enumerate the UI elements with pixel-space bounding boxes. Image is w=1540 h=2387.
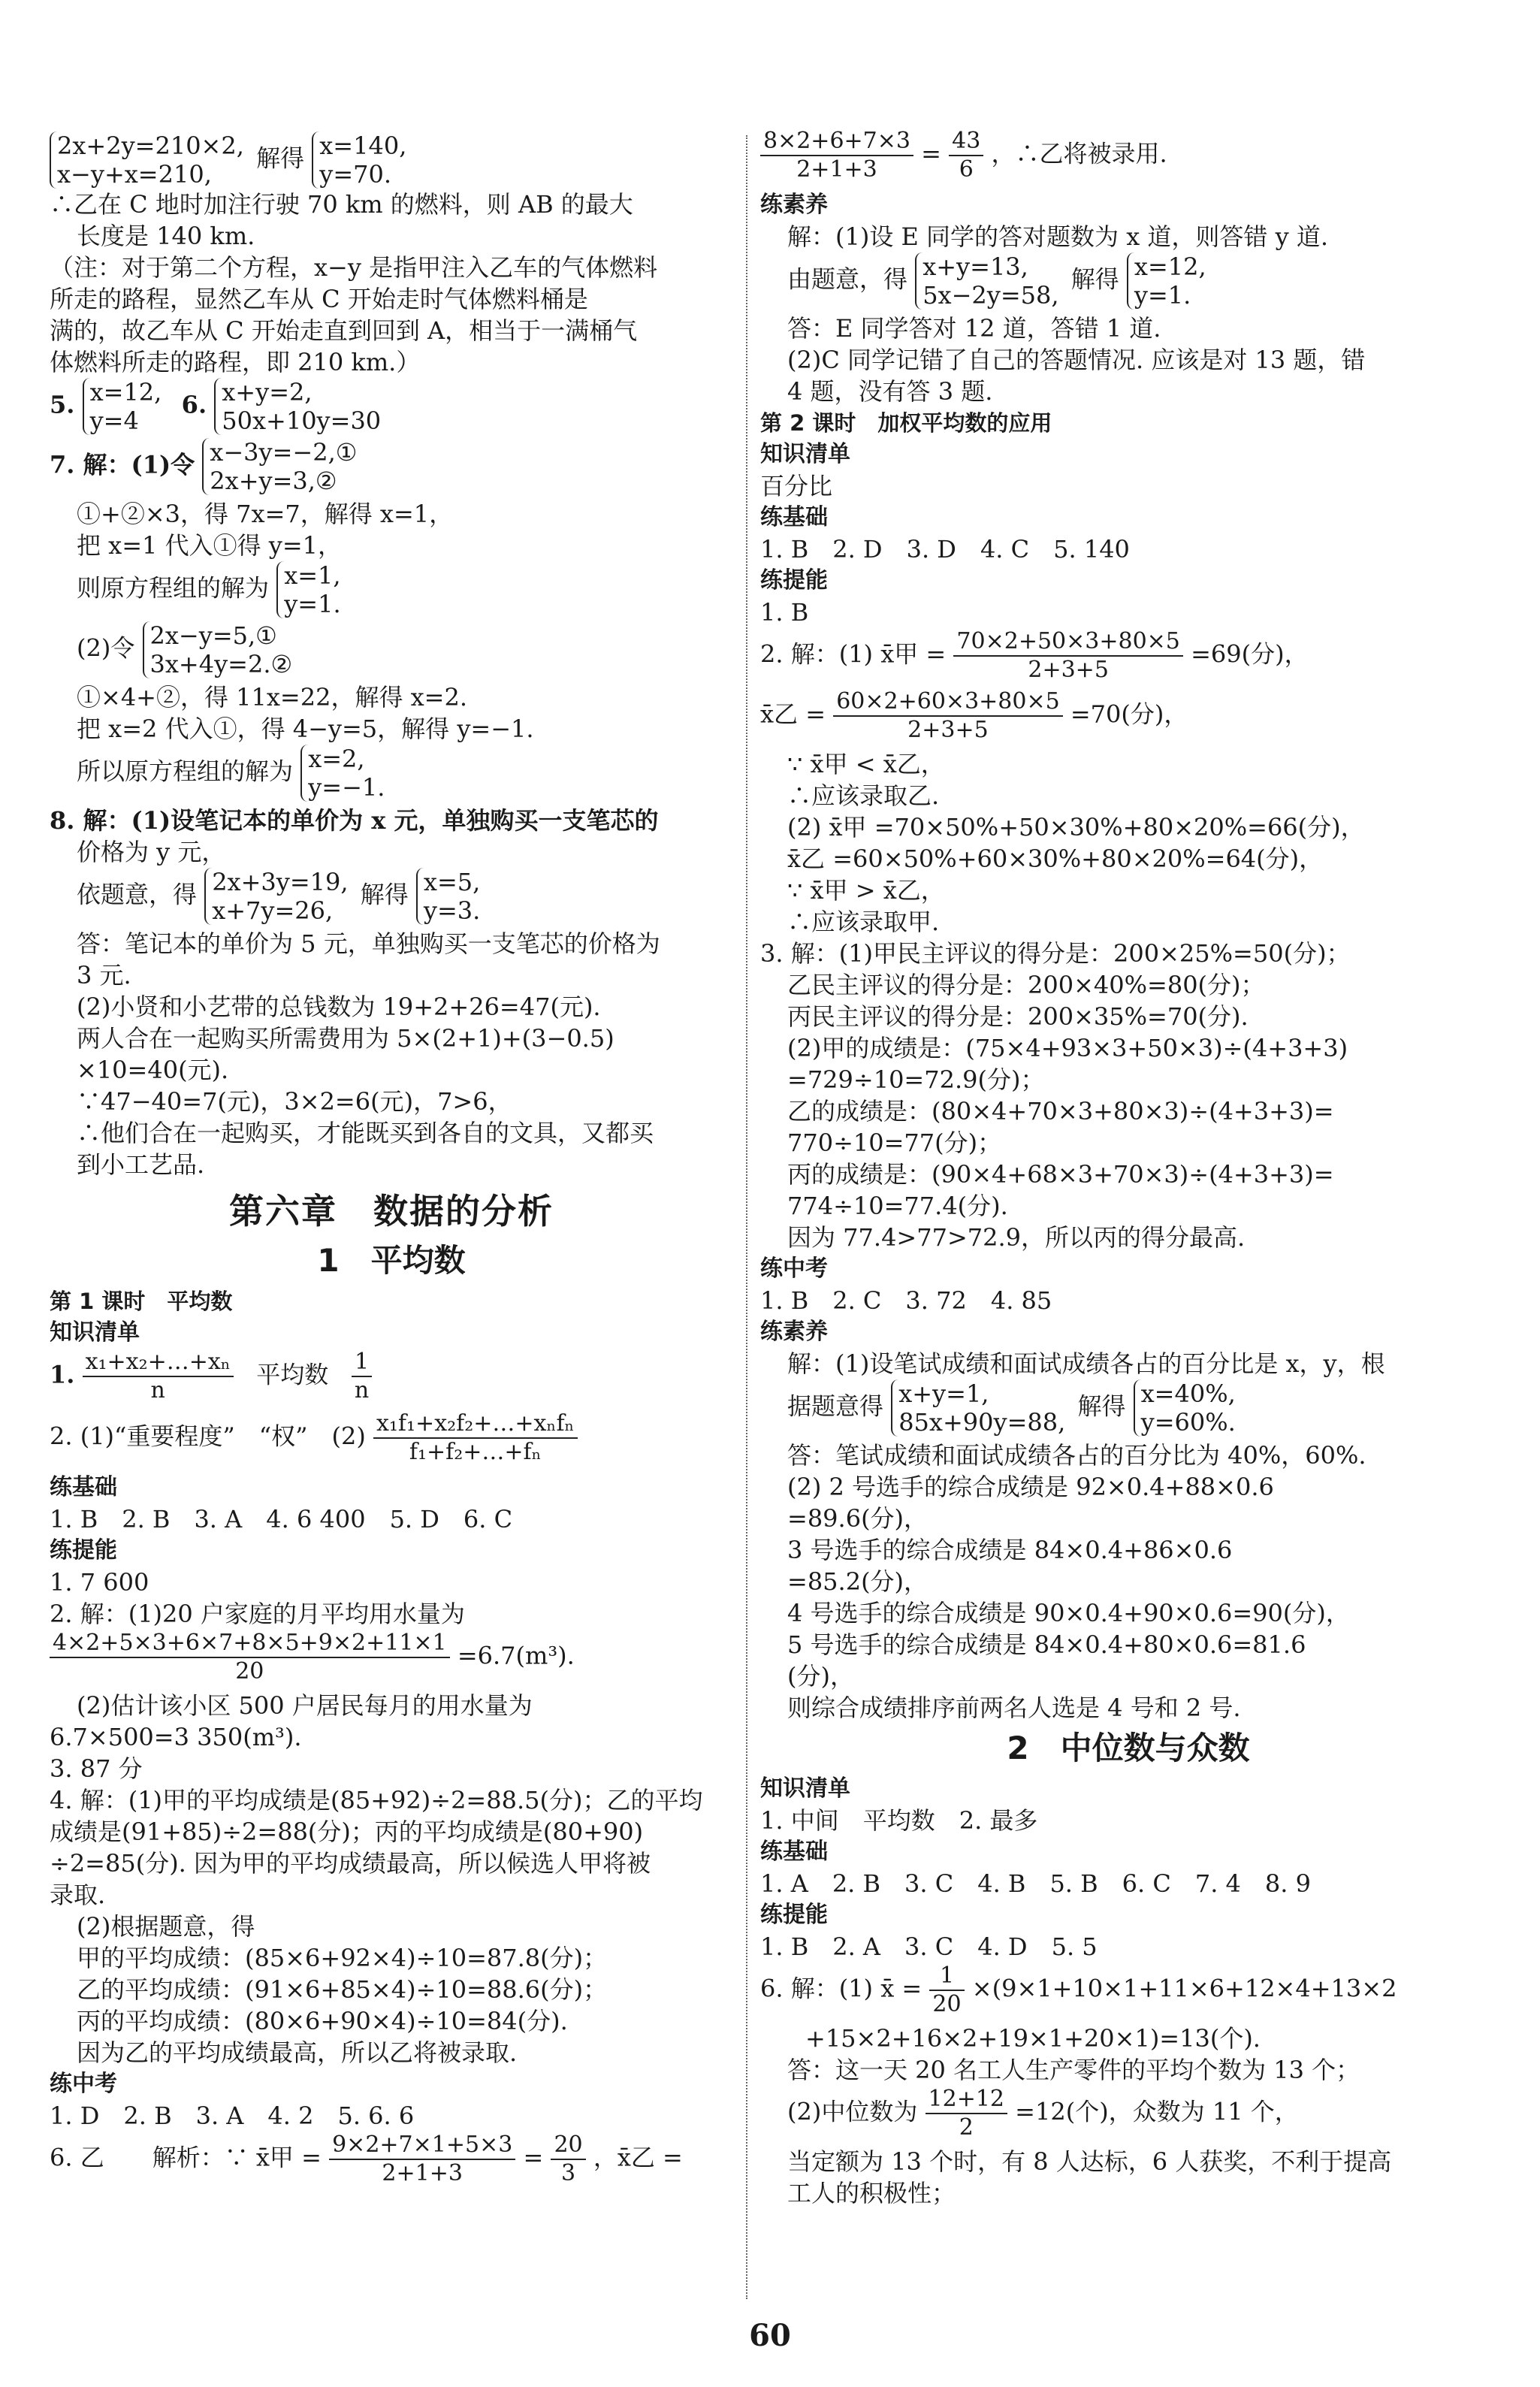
answer-line: 2. 解：(1)20 户家庭的月平均用水量为 [50,1600,465,1628]
answer-line: 1. B [760,598,809,627]
text-line: ∵ x̄甲 < x̄乙， [787,750,945,778]
text-line: ∵ x̄甲 > x̄乙， [787,876,945,905]
knowledge-1: 1. $\frac{\text{x₁+x₂+…+xₙ}}{n}$ 平均数 $\frac{1}{n}$ [50,1349,733,1410]
text-line: ∴乙在 C 地时加注行驶 70 km 的燃料，则 AB 的最大 [50,190,633,219]
fraction: $\frac{70\times 2+50\times 3+80\times 5}{2+3+5}$ [953,628,1182,684]
text-line: ∴应该录取乙. [787,781,940,810]
text-line: 成绩是(91+85)÷2=88(分)；丙的平均成绩是(80+90) [50,1817,644,1846]
text-line: 乙的成绩是：(80×4+70×3+80×3)÷(4+3+3)= [787,1097,1334,1126]
note-line: 所走的路程，显然乙车从 C 开始走时气体燃料桶是 [50,285,588,313]
text-line: 3 号选手的综合成绩是 84×0.4+86×0.6 [787,1536,1233,1564]
equation-system: x+y=2, 50x+10y=30 [214,378,385,435]
text-line: (2) 2 号选手的综合成绩是 92×0.4+88×0.6 [787,1473,1274,1501]
text-line: 3 元. [77,961,131,990]
text-line: =729÷10=72.9(分)； [787,1065,1045,1094]
text-line: 丙的成绩是：(90×4+68×3+70×3)÷(4+3+3)= [787,1160,1334,1189]
equation-system: x+y=1, 85x+90y=88, [891,1379,1070,1437]
fraction: $\frac{1}{n}$ [352,1349,372,1404]
equation-system: 2x+3y=19, x+7y=26, [204,868,352,925]
answers-basic: 1. B 2. D 3. D 4. C 5. 140 [760,535,1130,564]
solution-system: x=1, y=1. [276,561,345,618]
text-line: 长度是 140 km. [77,222,255,250]
text-line: 丙民主评议的得分是：200×35%=70(分). [787,1002,1249,1031]
note-line: 体燃料所走的路程，即 210 km.） [50,348,421,376]
heading-ability-practice: 练提能 [760,1902,828,1928]
fraction: $\frac{\text{x₁f₁+x₂f₂+…+xₙfₙ}}{\text{f₁+f₂+…+fₙ}}$ [373,1410,578,1466]
solution-system: x=140, y=70. [312,131,411,189]
fraction: $\frac{1}{20}$ [929,1962,964,2018]
text-line: 6.7×500=3 350(m³). [50,1723,302,1751]
fraction: $\frac{4\times 2+5\times 3+6\times 7+8\times 5+9\times 2+11\times 1}{20}$ [50,1630,450,1685]
fraction: $\frac{8\times 2+6+7\times 3}{2+1+3}$ [760,128,913,183]
heading-literacy: 练素养 [760,1319,828,1345]
solution-system: x=5, y=3. [416,868,485,925]
section-title: 2 中位数与众数 [1007,1730,1250,1766]
chapter-title: 第六章 数据的分析 [229,1191,554,1231]
text-line: 答：E 同学答对 12 道，答错 1 道. [787,314,1161,343]
right-column [760,128,1496,2209]
equation-system: x=12, y=4 [83,378,167,435]
text-line: 770÷10=77(分)； [787,1129,1002,1157]
text-line: 5 号选手的综合成绩是 84×0.4+80×0.6=81.6 [787,1630,1306,1659]
heading-knowledge-list: 知识清单 [760,441,850,467]
answer-7: 7. 解：(1)令 x−3y=−2,① 2x+y=3,② [50,438,733,498]
answer-line: 4. 解：(1)甲的平均成绩是(85+92)÷2=88.5(分)；乙的平均 [50,1786,703,1814]
fraction: $\frac{43}{6}$ [949,128,983,183]
text-line: 因为 77.4>77>72.9，所以丙的得分最高. [787,1223,1246,1252]
heading-knowledge-list: 知识清单 [50,1319,140,1346]
text-line: 由题意，得 x+y=13, 5x−2y=58, 解得 x=12, y=1. [760,252,1496,313]
text-line: 甲的平均成绩：(85×6+92×4)÷10=87.8(分)； [77,1944,608,1972]
answers-exam: 1. B 2. C 3. 72 4. 85 [760,1286,1052,1315]
text-line: (2)估计该小区 500 户居民每月的用水量为 [77,1691,533,1720]
answer-5-6: 5. x=12, y=4 6. x+y=2, 50x+10y=30 [50,378,733,438]
solution-system: x=2, y=−1. [300,745,389,802]
fraction-line: 2. 解：(1) x̄甲 = $\frac{70\times 2+50\times 3+80\times 5}{2+3+5}$ =69(分)， [760,628,1309,683]
answer-line: 3. 解：(1)甲民主评议的得分是：200×25%=50(分)； [760,939,1351,968]
text-line: +15×2+16×2+19×1+20×1)=13(个). [805,2024,1261,2053]
text-line: (2)令 2x−y=5,① 3x+4y=2.② [50,621,733,681]
text-line: ÷2=85(分). 因为甲的平均成绩最高，所以候选人甲将被 [50,1849,651,1878]
text-line: 百分比 [760,472,833,500]
text-line: 答：笔记本的单价为 5 元，单独购买一支笔芯的价格为 [77,929,660,958]
text-line: 答：这一天 20 名工人生产零件的平均个数为 13 个； [787,2056,1360,2084]
note-line: （注：对于第二个方程，x−y 是指甲注入乙车的气体燃料 [50,253,658,282]
heading-knowledge-list: 知识清单 [760,1775,850,1802]
text-line: 则原方程组的解为 x=1, y=1. [50,561,733,621]
solution-system: x=12, y=1. [1127,252,1211,310]
fraction: $\frac{12+12}{2}$ [926,2086,1007,2141]
heading-basic-practice: 练基础 [50,1474,117,1500]
text-line: 丙的平均成绩：(80×6+90×4)÷10=84(分). [77,2007,568,2035]
lesson-title: 第 1 课时 平均数 [50,1289,233,1314]
text-line: 答：笔试成绩和面试成绩各占的百分比为 40%，60%. [787,1441,1366,1470]
text-line: ①+②×3，得 7x=7，解得 x=1， [77,500,454,528]
answers-basic: 1. B 2. B 3. A 4. 6 400 5. D 6. C [50,1505,513,1533]
text-line: 乙的平均成绩：(91×6+85×4)÷10=88.6(分)； [77,1975,608,2004]
fraction: $\frac{60\times 2+60\times 3+80\times 5}{2+3+5}$ [833,688,1062,744]
text-line: (2) x̄甲 =70×50%+50×30%+80×20%=66(分)， [787,813,1365,841]
text-line: 则综合成绩排序前两名人选是 4 号和 2 号. [787,1694,1241,1722]
page-number: 60 [749,2318,791,2353]
equation-system: 2x+2y=210×2, x−y+x=210, [50,131,249,189]
text-line: (2)根据题意，得 [77,1912,255,1941]
heading-basic-practice: 练基础 [760,504,828,530]
heading-literacy: 练素养 [760,192,828,218]
answer-8: 8. 解：(1)设笔记本的单价为 x 元，单独购买一支笔芯的 [50,806,659,835]
answers-ability: 1. B 2. A 3. C 4. D 5. 5 [760,1932,1098,1961]
text-line: 4 题，没有答 3 题. [787,377,993,406]
text-line: (2)甲的成绩是：(75×4+93×3+50×3)÷(4+3+3) [787,1034,1348,1062]
knowledge-2: 2. (1)“重要程度” “权” (2) $\frac{\text{x₁f₁+x₂f₂+…+xₙfₙ}}{\text{f₁+f₂+…+fₙ}}$ [50,1410,733,1472]
fraction: $\frac{\text{x₁+x₂+…+xₙ}}{n}$ [83,1349,234,1404]
text-line: 价格为 y 元， [77,838,226,866]
text-line: ∴应该录取甲. [787,908,940,936]
text-line: 录取. [50,1881,106,1909]
text-line: (2)C 同学记错了自己的答题情况. 应该是对 13 题，错 [787,346,1366,374]
column-divider [746,135,747,2299]
text-line: 据题意得 x+y=1, 85x+90y=88, 解得 x=40%, y=60%. [760,1379,1496,1440]
equation-system: 2x−y=5,① 3x+4y=2.② [143,621,297,678]
fraction: $\frac{20}{3}$ [551,2132,585,2187]
note-line: 满的，故乙车从 C 开始走直到回到 A，相当于一满桶气 [50,316,638,345]
text-line: 因为乙的平均成绩最高，所以乙将被录取. [77,2038,518,2067]
text-line: 解：(1)设 E 同学的答对题数为 x 道，则答错 y 道. [787,222,1329,251]
text-line: 工人的积极性； [787,2179,956,2207]
answer-6: 6. 解：(1) x̄ = $\frac{1}{20}$ ×(9×1+10×1+11×6+12×4+13×2 [760,1962,1397,2017]
heading-exam-practice: 练中考 [760,1255,828,1282]
text-line: 4 号选手的综合成绩是 90×0.4+90×0.6=90(分)， [787,1599,1350,1627]
heading-ability-practice: 练提能 [760,567,828,594]
lesson-title: 第 2 课时 加权平均数的应用 [760,410,1052,436]
text-line: 774÷10=77.4(分). [787,1192,1008,1220]
answers-exam: 1. D 2. B 3. A 4. 2 5. 6. 6 [50,2101,415,2130]
text-line: x̄乙 =60×50%+60×30%+80×20%=64(分)， [787,845,1324,873]
section-title: 1 平均数 [317,1242,466,1279]
text-line: =85.2(分)， [787,1567,929,1596]
equation-line: 2x+2y=210×2, x−y+x=210, 解得 x=140, y=70. [50,131,733,189]
text-line: 所以原方程组的解为 x=2, y=−1. [50,745,733,805]
text-line: (2)中位数为 $\frac{12+12}{2}$ =12(个)，众数为 11 个， [787,2086,1299,2141]
text-line: 解：(1)设笔试成绩和面试成绩各占的百分比是 x，y，根 [787,1349,1385,1378]
text-line: ×10=40(元). [77,1056,229,1084]
text-line: =89.6(分)， [787,1504,929,1533]
left-column [50,131,733,2192]
text-line: 依题意，得 2x+3y=19, x+7y=26, 解得 x=5, y=3. [50,868,733,928]
text-line: 两人合在一起购买所需费用为 5×(2+1)+(3−0.5) [77,1024,614,1053]
text-line: 到小工艺品. [77,1150,205,1179]
fraction-line: x̄乙 = $\frac{60\times 2+60\times 3+80\times 5}{2+3+5}$ =70(分)， [760,688,1188,743]
text-line: 把 x=1 代入①得 y=1， [77,531,342,560]
fraction: $\frac{9\times 2+7\times 1+5\times 3}{2+1+3}$ [329,2132,515,2187]
heading-exam-practice: 练中考 [50,2071,117,2097]
text-line: ①×4+②，得 11x=22，解得 x=2. [77,683,468,712]
heading-ability-practice: 练提能 [50,1537,117,1564]
text-line: 乙民主评议的得分是：200×40%=80(分)； [787,971,1265,999]
fraction-line: $\frac{4\times 2+5\times 3+6\times 7+8\times 5+9\times 2+11\times 1}{20}$ =6.7(m³). [50,1630,733,1690]
equation-system: x+y=13, 5x−2y=58, [915,252,1063,310]
answer-6-analysis: 6. 乙 解析：∵ x̄甲 = $\frac{9\times 2+7\times 1+5\times 3}{2+1+3}$ = $\frac{20}{3}$ ，x̄乙 = [50,2132,683,2186]
text-line: 当定额为 13 个时，有 8 人达标，6 人获奖，不利于提高 [787,2147,1392,2176]
answer-line: 3. 87 分 [50,1754,143,1783]
heading-basic-practice: 练基础 [760,1839,828,1865]
answers-basic: 1. A 2. B 3. C 4. B 5. B 6. C 7. 4 8. 9 [760,1869,1311,1898]
fraction-line: $\frac{8\times 2+6+7\times 3}{2+1+3}$ = $\frac{43}{6}$ ，∴乙将被录用. [760,128,1496,189]
text-line: (2)小贤和小艺带的总钱数为 19+2+26=47(元). [77,993,601,1021]
text-line: ∴他们合在一起购买，才能既买到各自的文具，又都买 [77,1119,654,1147]
answer-line: 1. 7 600 [50,1568,149,1597]
answers-knowledge: 1. 中间 平均数 2. 最多 [760,1806,1038,1835]
text-line: 把 x=2 代入①，得 4−y=5，解得 y=−1. [77,715,534,743]
text-line: ∵47−40=7(元)，3×2=6(元)，7>6， [77,1087,512,1116]
solution-system: x=40%, y=60%. [1134,1379,1240,1437]
equation-system: x−3y=−2,① 2x+y=3,② [202,438,361,495]
text-line: (分)， [787,1662,854,1691]
